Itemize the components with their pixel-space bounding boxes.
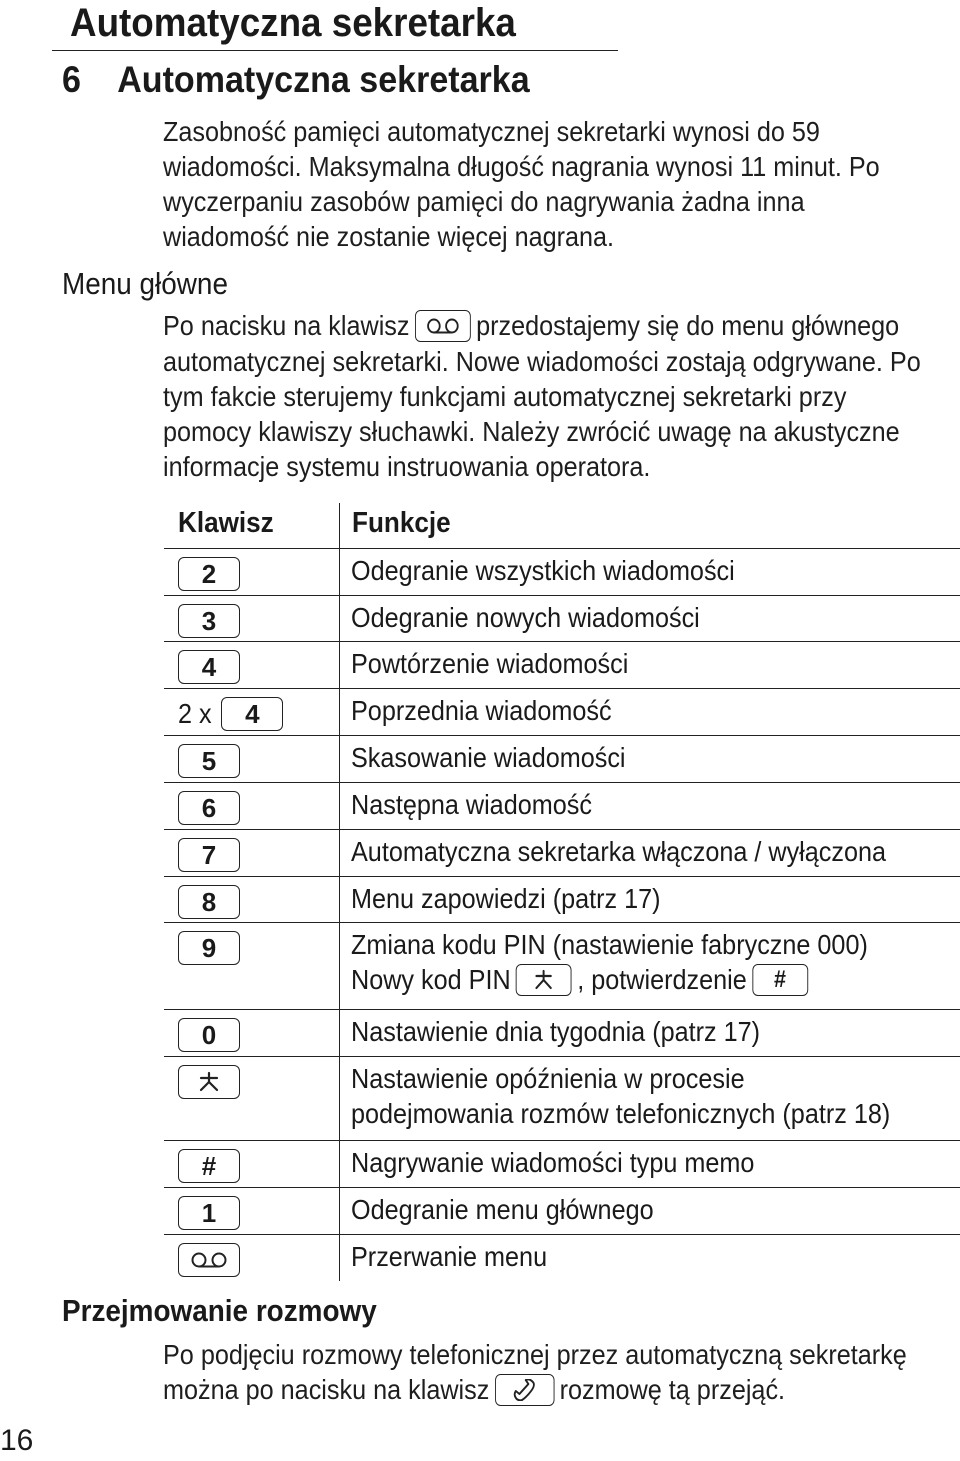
table-function-cell [351,600,700,635]
table-row [164,641,960,689]
function-text-pin [351,962,868,998]
main-menu-line: automatycznej sekretarki. Nowe wiadomości zostają odgrywane. Po [163,345,921,377]
function-text: Powtórzenie wiadomości [351,648,629,679]
function-text: Odegranie menu głównego [351,1194,654,1225]
key-prefix: 2 x [178,698,212,729]
key-0: 0 [178,1018,240,1052]
function-text: Nastawienie dnia tygodnia (patrz 17) [351,1016,761,1047]
takeover-paragraph [163,1337,907,1408]
table-row [164,688,960,736]
running-header-title: Automatyczna sekretarka [70,1,516,45]
table-function-cell [351,834,886,869]
key-4: 4 [178,650,240,684]
main-menu-line [163,308,921,344]
intro-line: Zasobność pamięci automatycznej sekretarki wynosi do 59 [163,116,820,147]
table-key-cell [178,697,283,731]
intro-paragraph [163,114,880,254]
table-function-cell [351,1145,754,1180]
table-function-cell [351,881,661,916]
main-menu-line: informacje systemu instruowania operatora. [163,450,651,482]
chapter-title: Automatyczna sekretarka [117,59,530,100]
answering-machine-icon [426,317,460,335]
table-row [164,1187,960,1235]
key-6: 6 [178,791,240,825]
table-key-cell [178,1018,240,1052]
table-key-cell [178,1065,240,1099]
star-key [178,1065,240,1099]
intro-line: wiadomości. Maksymalna długość nagrania wynosi 11 minut. Po [163,151,880,182]
table-function-cell [351,693,612,728]
table-key-cell [178,744,240,778]
table-function-cell [351,553,735,588]
star-icon [198,1071,220,1093]
table-row [164,922,960,1010]
key-5: 5 [178,744,240,778]
function-text: Przerwanie menu [351,1241,548,1272]
table-key-cell [178,1243,240,1277]
hash-key: # [752,964,808,996]
main-menu-line: pomocy klawiszy słuchawki. Należy zwrócić uwagę na akustyczne [163,415,900,447]
table-function-cell [351,1192,654,1227]
header-divider [52,50,618,51]
function-text: Odegranie nowych wiadomości [351,602,700,633]
main-menu-text-after: przedostajemy się do menu głównego [476,310,900,341]
answering-machine-icon [190,1251,228,1269]
key-4: 4 [221,697,283,731]
function-text: Nagrywanie wiadomości typu memo [351,1147,755,1178]
key-2: 2 [178,557,240,591]
key-1: 1 [178,1196,240,1230]
takeover-text-after: rozmowę tą przejąć. [559,1374,786,1405]
table-row [164,782,960,830]
function-text: Skasowanie wiadomości [351,742,626,773]
table-row [164,1140,960,1188]
key-7: 7 [178,838,240,872]
main-menu-paragraph [163,308,921,484]
table-function-cell [351,1061,890,1131]
key-8: 8 [178,885,240,919]
table-function-cell [351,1014,760,1049]
table-key-cell [178,1149,240,1183]
intro-line: wiadomość nie zostanie więcej nagrana. [163,221,615,252]
function-text: podejmowania rozmów telefonicznych (patrz 18) [351,1098,891,1129]
table-row [164,1009,960,1057]
key-9: 9 [178,931,240,965]
chapter-heading [62,58,530,102]
table-key-cell [178,650,240,684]
function-text: Poprzednia wiadomość [351,695,612,726]
table-key-cell [178,931,240,965]
table-row [164,1056,960,1141]
table-key-cell [178,604,240,638]
handset-key [495,1374,554,1406]
function-text: Odegranie wszystkich wiadomości [351,555,735,586]
star-icon [534,969,554,991]
table-key-cell [178,1196,240,1230]
table-row [164,1234,960,1282]
table-key-cell [178,838,240,872]
table-header-function: Funkcje [352,507,451,539]
table-key-cell [178,885,240,919]
table-row [164,548,960,596]
table-function-cell [351,1239,547,1274]
key-3: 3 [178,604,240,638]
table-function-cell [351,740,626,775]
intro-line: wyczerpaniu zasobów pamięci do nagrywania żadna inna [163,186,805,217]
chapter-number: 6 [62,59,81,100]
answering-machine-key [178,1243,240,1277]
function-text: Następna wiadomość [351,789,592,820]
page-number: 16 [0,1424,34,1457]
table-row [164,876,960,923]
table-key-cell [178,557,240,591]
function-text: Nastawienie opóźnienia w procesie [351,1063,745,1094]
table-row [164,829,960,877]
pin-text-before: Nowy kod PIN [351,964,511,995]
main-menu-heading: Menu główne [62,266,228,301]
main-menu-text-before: Po nacisku na klawisz [163,310,410,341]
table-function-cell [351,646,628,681]
takeover-text-before: można po nacisku na klawisz [163,1374,490,1405]
takeover-heading: Przejmowanie rozmowy [62,1293,377,1328]
hash-key: # [178,1149,240,1183]
star-key [516,964,572,996]
function-text: Menu zapowiedzi (patrz 17) [351,883,661,914]
takeover-line: Po podjęciu rozmowy telefonicznej przez automatyczną sekretarkę [163,1339,907,1370]
pin-text-middle: , potwierdzenie [577,964,747,995]
function-text: Zmiana kodu PIN (nastawienie fabryczne 000) [351,929,868,960]
table-row [164,595,960,642]
answering-machine-key [415,310,471,342]
function-text: Automatyczna sekretarka włączona / wyłączona [351,836,887,867]
table-function-cell [351,927,868,998]
table-function-cell [351,787,592,822]
table-key-cell [178,791,240,825]
main-menu-line: tym fakcie sterujemy funkcjami automatycznej sekretarki przy [163,380,847,412]
table-header-key: Klawisz [178,507,274,539]
table-row [164,735,960,783]
handset-icon [511,1379,538,1401]
takeover-line [163,1372,907,1408]
